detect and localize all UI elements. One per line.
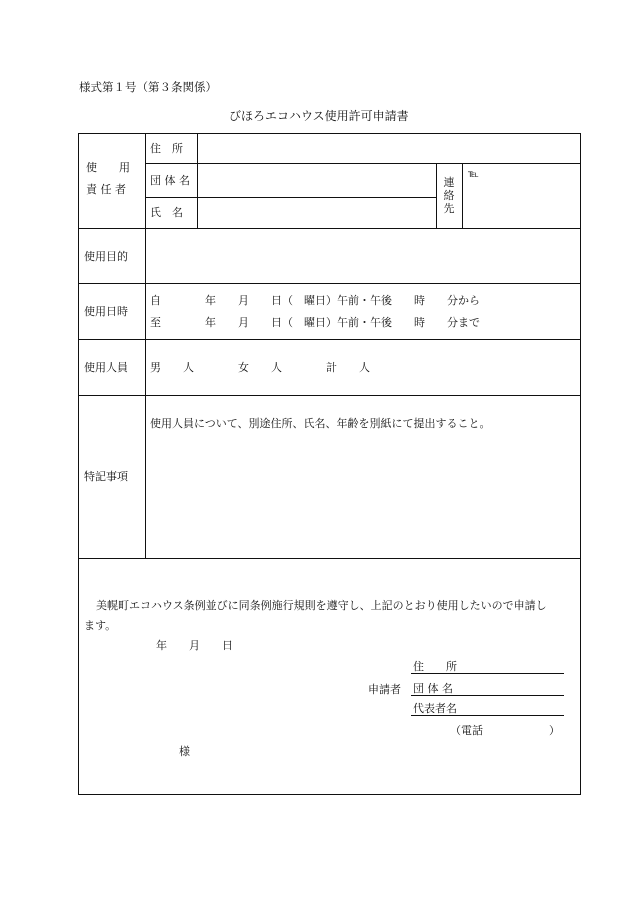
rule — [197, 133, 198, 228]
datetime-label: 使用日時 — [84, 305, 128, 318]
responsible-label-line1: 使 用 — [86, 161, 130, 174]
purpose-label: 使用目的 — [84, 250, 128, 263]
rule — [78, 339, 581, 340]
declaration-line1: 美幌町エコハウス条例並びに同条例施行規則を遵守し、上記のとおり使用したいので申請し — [96, 599, 547, 612]
application-date: 年 月 日 — [156, 639, 233, 652]
rule — [462, 163, 463, 228]
applicant-representative-label: 代表者名 — [413, 702, 457, 715]
datetime-from-line: 自 年 月 日（ 曜日）午前・午後 時 分から — [150, 294, 480, 307]
rule — [78, 395, 581, 396]
addressee-suffix: 様 — [179, 745, 190, 758]
applicant-organization-underline — [411, 695, 564, 696]
rule — [145, 197, 436, 198]
rule — [145, 163, 581, 164]
applicant-representative-underline — [411, 715, 564, 716]
applicant-address-label: 住 所 — [413, 660, 457, 673]
applicant-organization-label: 団 体 名 — [413, 682, 453, 695]
applicant-address-underline — [411, 673, 564, 674]
declaration-line2: ます。 — [84, 619, 117, 632]
name-label: 氏 名 — [150, 206, 183, 219]
rule — [436, 163, 437, 228]
rule — [145, 133, 146, 558]
notes-text: 使用人員について、別途住所、氏名、年齢を別紙にて提出すること。 — [150, 417, 491, 430]
rule — [78, 558, 581, 559]
organization-label: 団 体 名 — [150, 174, 190, 187]
people-counts: 男 人 女 人 計 人 — [150, 361, 370, 374]
datetime-to-line: 至 年 月 日（ 曜日）午前・午後 時 分まで — [150, 316, 480, 329]
notes-label: 特記事項 — [84, 470, 128, 483]
applicant-phone-label: （電話 ） — [450, 724, 560, 737]
address-label: 住 所 — [150, 142, 183, 155]
people-label: 使用人員 — [84, 361, 128, 374]
responsible-label-line2: 責 任 者 — [86, 183, 126, 196]
rule — [78, 283, 581, 284]
contact-label: 連絡先 — [443, 176, 455, 215]
tel-label: ℡ — [468, 169, 479, 180]
form-number: 様式第１号（第３条関係） — [79, 80, 217, 94]
applicant-label: 申請者 — [368, 683, 401, 696]
form-title: びほろエコハウス使用許可申請書 — [229, 109, 409, 123]
rule — [78, 228, 581, 229]
